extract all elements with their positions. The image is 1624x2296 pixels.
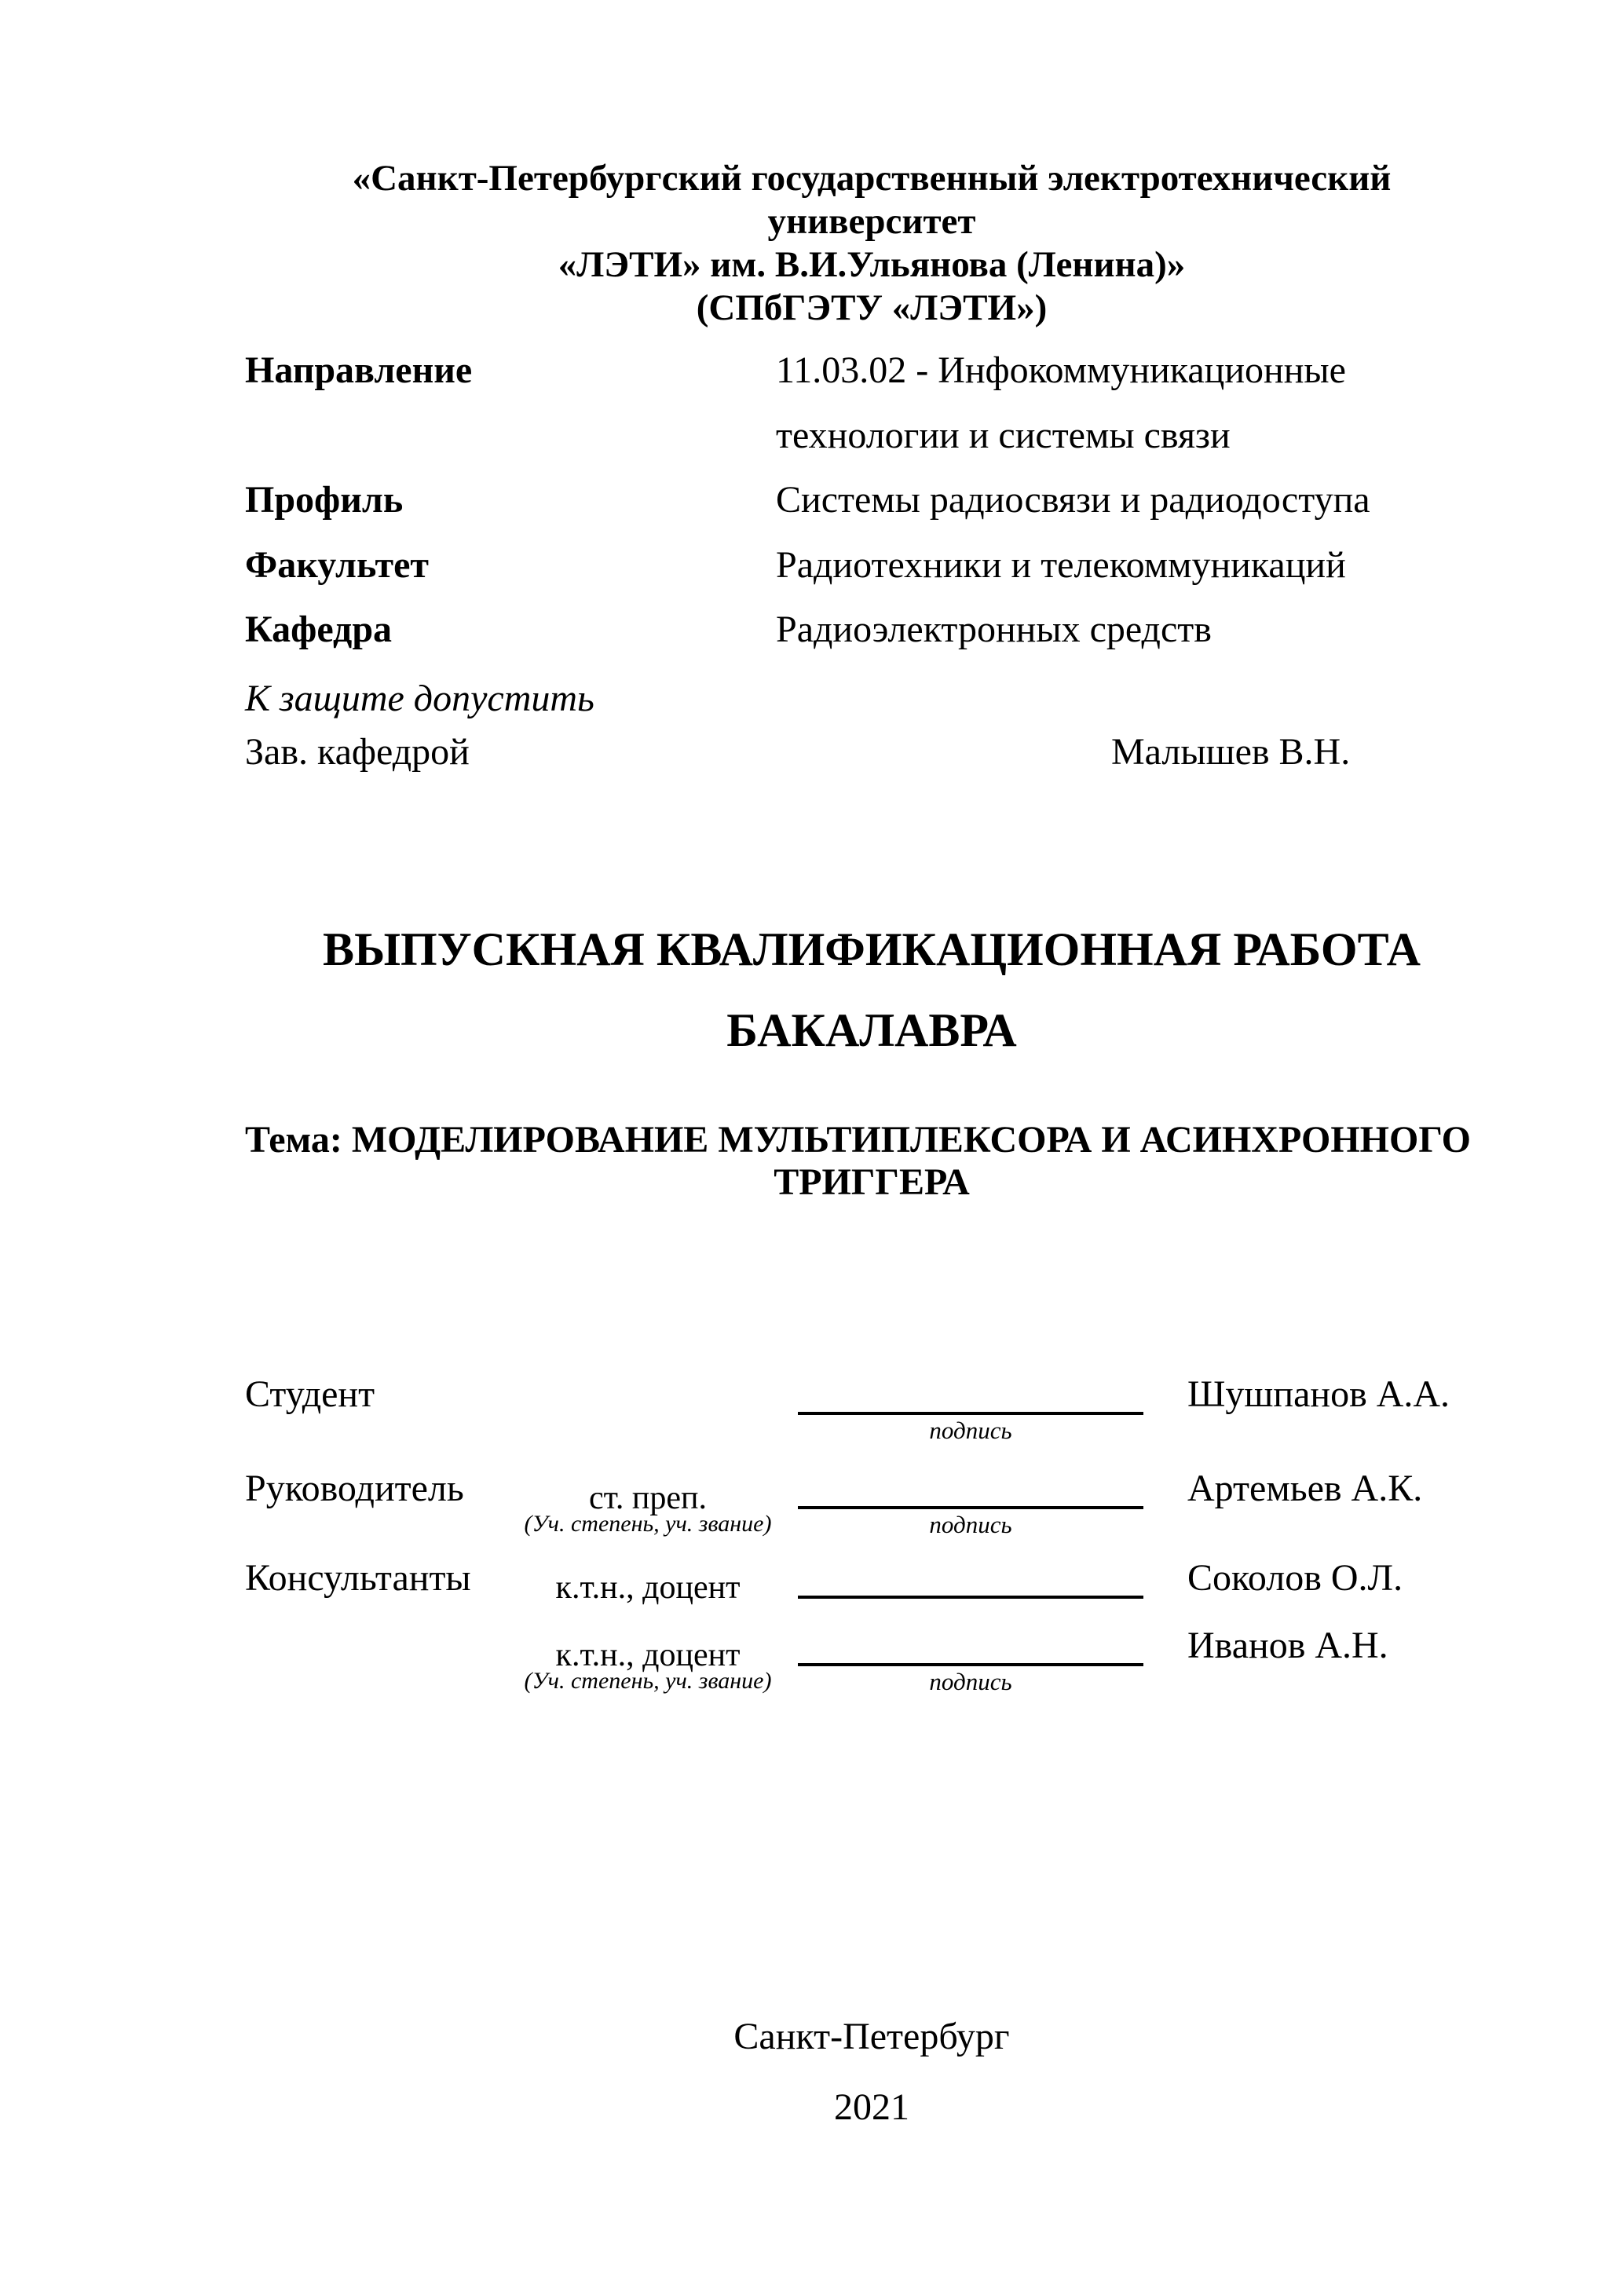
signature-line [798, 1475, 1143, 1509]
theme-line2: ТРИГГЕРА [774, 1161, 970, 1203]
department-row [245, 608, 1564, 658]
university-name-line2: «ЛЭТИ» им. В.И.Ульянова (Ленина)» [558, 244, 1186, 285]
faculty-label: Факультет [245, 544, 429, 586]
direction-row [245, 349, 1564, 399]
direction-label: Направление [245, 349, 473, 391]
signature-note: подпись [929, 1417, 1012, 1444]
department-label: Кафедра [245, 609, 393, 650]
admit-to-defense-line: К защите допустить [245, 678, 594, 719]
signature-qualification: к.т.н., доцент [555, 1637, 741, 1673]
footer-year: 2021 [834, 2086, 909, 2128]
work-title-line2: БАКАЛАВРА [726, 1004, 1017, 1056]
profile-row [245, 478, 1564, 528]
signature-role: Консультанты [245, 1557, 471, 1599]
department-head-label: Зав. кафедрой [245, 731, 470, 773]
signature-line [798, 1632, 1143, 1666]
work-title-line1: ВЫПУСКНАЯ КВАЛИФИКАЦИОННАЯ РАБОТА [323, 923, 1421, 975]
university-header [245, 157, 1498, 330]
direction-value-line1: 11.03.02 - Инфокоммуникационные [776, 349, 1346, 391]
university-abbreviation: (СПбГЭТУ «ЛЭТИ») [696, 287, 1048, 328]
signature-qualification: к.т.н., доцент [555, 1570, 741, 1606]
signature-qualification-note: (Уч. степень, уч. звание) [524, 1668, 772, 1694]
signature-role: Руководитель [245, 1468, 464, 1509]
footer-city: Санкт-Петербург [733, 2016, 1010, 2057]
department-value: Радиоэлектронных средств [776, 609, 1212, 650]
direction-row-continued [245, 414, 1564, 464]
direction-value-line2: технологии и системы связи [776, 415, 1231, 456]
signature-note: подпись [929, 1511, 1012, 1538]
profile-label: Профиль [245, 479, 404, 521]
signature-note: подпись [929, 1668, 1012, 1695]
signature-qualification-note: (Уч. степень, уч. звание) [524, 1511, 772, 1537]
signature-line [798, 1380, 1143, 1415]
university-name-line1: «Санкт-Петербургский государственный электротехнический университет [352, 158, 1392, 242]
department-head-name: Малышев В.Н. [1111, 731, 1351, 773]
signature-name: Шушпанов А.А. [1187, 1373, 1450, 1415]
theme-line1: Тема: МОДЕЛИРОВАНИЕ МУЛЬТИПЛЕКСОРА И АСИНХРОННОГО [245, 1119, 1472, 1161]
signature-line [798, 1564, 1143, 1599]
signature-name: Артемьев А.К. [1187, 1468, 1423, 1509]
signature-name: Соколов О.Л. [1187, 1557, 1403, 1599]
faculty-row [245, 543, 1564, 594]
signature-qualification: ст. преп. [589, 1480, 707, 1516]
signature-name: Иванов А.Н. [1187, 1625, 1388, 1666]
signature-role: Студент [245, 1373, 375, 1415]
faculty-value: Радиотехники и телекоммуникаций [776, 544, 1346, 586]
signature-row-student [245, 1373, 1564, 1467]
signature-row-consultant-2 [245, 1624, 1564, 1718]
profile-value: Системы радиосвязи и радиодоступа [776, 479, 1370, 521]
signature-row-supervisor [245, 1467, 1564, 1561]
